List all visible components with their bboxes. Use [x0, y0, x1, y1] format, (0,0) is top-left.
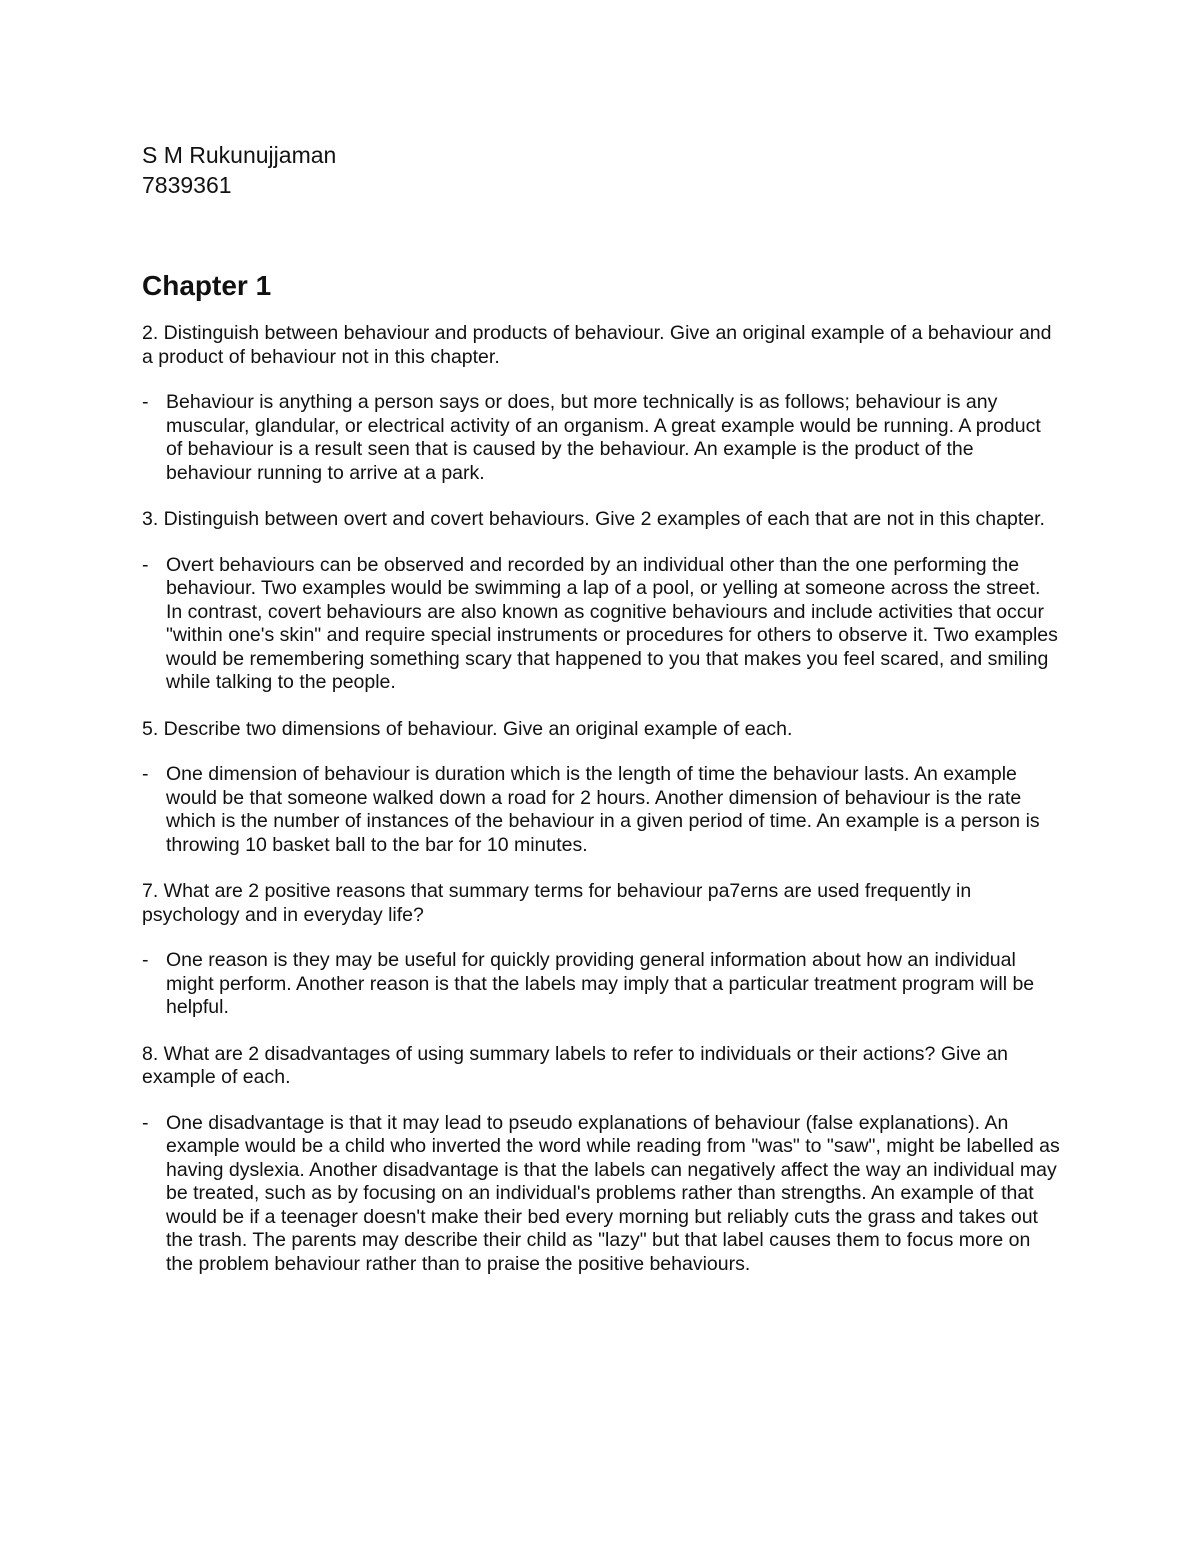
question-text: 3. Distinguish between overt and covert behaviours. Give 2 examples of each that are not in this chapter.	[142, 508, 1045, 530]
answer-text: Behaviour is anything a person says or does, but more technically is as follows; behaviour is any muscular, glandular, or electrical activity of an organism. A great example would be running. A product of behaviour is a result seen that is caused by the behaviour. An example is the product of the behaviour running to arrive at a park.	[166, 391, 1041, 484]
question-text: 7. What are 2 positive reasons that summary terms for behaviour pa7erns are used frequently in psychology and in everyday life?	[142, 880, 972, 926]
bullet-dash: -	[142, 1111, 149, 1134]
chapter-title: Chapter 1	[142, 270, 272, 301]
author-name: S M Rukunujjaman	[142, 142, 337, 168]
question-section	[142, 718, 1062, 858]
document-page	[142, 140, 1062, 1299]
question-section	[142, 508, 1062, 695]
bullet-dash: -	[142, 391, 149, 413]
answer-text: One reason is they may be useful for quickly providing general information about how an individual might perform. Another reason is that the labels may imply that a particular treatment program will be helpful.	[166, 949, 1035, 1018]
question-text: 8. What are 2 disadvantages of using summary labels to refer to individuals or their actions? Give an example of each.	[142, 1042, 1009, 1088]
question-section	[142, 1043, 1062, 1277]
answer-text: One disadvantage is that it may lead to pseudo explanations of behaviour (false explanations). An example would be a child who inverted the word while reading from "was" to "saw", might be labelled as having dyslexia. Another disadvantage is that the labels can negatively affect the way an individual may be treated, such as by focusing on an individual's problems rather than strengths. An example of that would be if a teenager doesn't make their bed every morning but reliably cuts the grass and takes out the trash. The parents may describe their child as "lazy" but that label causes them to focus more on the problem behaviour rather than to praise the positive behaviours.	[166, 1111, 1060, 1275]
student-id: 7839361	[142, 172, 232, 198]
answer-text: Overt behaviours can be observed and recorded by an individual other than the one performing the behaviour. Two examples would be swimming a lap of a pool, or yelling at someone across the street. In contrast, covert behaviours are also known as cognitive behaviours and include activities that occur "within one's skin" and require special instruments or procedures for others to observe it. Two examples would be remembering something scary that happened to you that makes you feel scared, and smiling while talking to the people.	[166, 553, 1058, 693]
answer-item	[142, 763, 1062, 857]
question-text: 5. Describe two dimensions of behaviour. Give an original example of each.	[142, 717, 793, 740]
question-section	[142, 322, 1062, 485]
answer-item	[142, 391, 1062, 485]
question-text: 2. Distinguish between behaviour and products of behaviour. Give an original example of a behaviour and a product of behaviour not in this chapter.	[142, 322, 1052, 368]
bullet-dash: -	[142, 553, 149, 576]
answer-item	[142, 554, 1062, 695]
answer-text: One dimension of behaviour is duration which is the length of time the behaviour lasts. An example would be that someone walked down a road for 2 hours. Another dimension of behaviour is the rate which is the number of instances of the behaviour in a given period of time. An example is a person is throwing 10 basket ball to the bar for 10 minutes.	[166, 763, 1040, 856]
bullet-dash: -	[142, 763, 149, 785]
answer-item	[142, 949, 1062, 1020]
question-section	[142, 880, 1062, 1020]
answer-item	[142, 1112, 1062, 1277]
question-list	[142, 322, 1062, 1276]
bullet-dash: -	[142, 949, 149, 971]
